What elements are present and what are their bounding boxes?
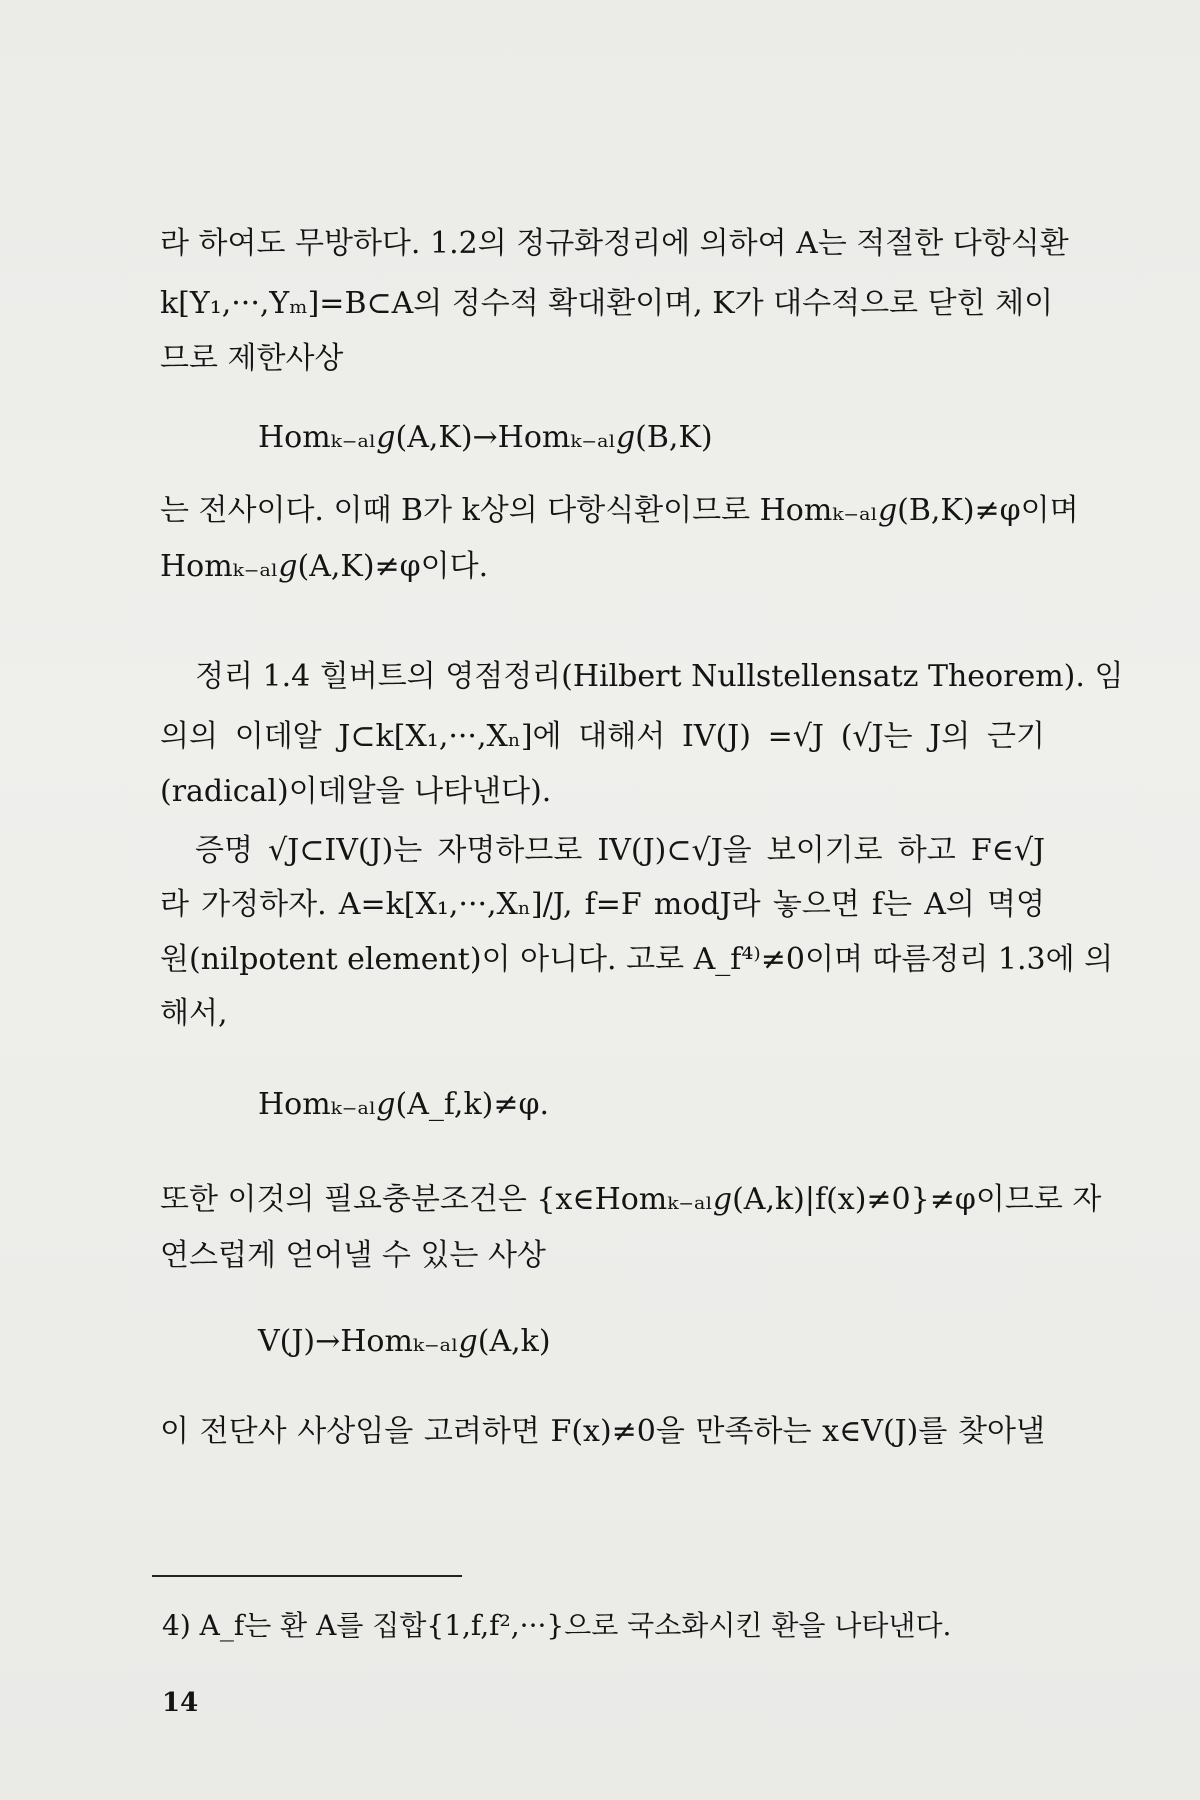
proof-line: 증명 √J⊂IV(J)는 자명하므로 IV(J)⊂√J을 보이기로 하고 F∈√J xyxy=(195,833,1045,868)
theorem-line: 정리 1.4 힐버트의 영점정리(Hilbert Nullstellensatz Theorem). 임 xyxy=(195,659,1124,694)
paragraph-line: 는 전사이다. 이때 B가 k상의 다항식환이므로 Homₖ₋ₐₗ𝑔(B,K)≠φ이며 xyxy=(160,493,1079,528)
paragraph-line: Homₖ₋ₐₗ𝑔(A,K)≠φ이다. xyxy=(160,549,489,584)
display-formula: V(J)→Homₖ₋ₐₗ𝑔(A,k) xyxy=(258,1324,551,1359)
proof-line: 해서, xyxy=(160,996,228,1031)
paragraph-line: 므로 제한사상 xyxy=(160,341,344,376)
paragraph-line: 라 하여도 무방하다. 1.2의 정규화정리에 의하여 A는 적절한 다항식환 xyxy=(160,226,1069,261)
proof-line: 원(nilpotent element)이 아니다. 고로 A_f⁴⁾≠0이며 따름정리 1.3에 의 xyxy=(160,942,1114,977)
proof-line: 라 가정하자. A=k[X₁,···,Xₙ]/J, f=F modJ라 놓으면 f는 A의 멱영 xyxy=(160,887,1045,922)
paragraph-line: k[Y₁,···,Yₘ]=B⊂A의 정수적 확대환이며, K가 대수적으로 닫힌 체이 xyxy=(160,286,1054,321)
page-number: 14 xyxy=(162,1688,199,1718)
paragraph-line: 이 전단사 사상임을 고려하면 F(x)≠0을 만족하는 x∈V(J)를 찾아낼 xyxy=(160,1414,1045,1449)
display-formula: Homₖ₋ₐₗ𝑔(A_f,k)≠φ. xyxy=(258,1087,550,1122)
theorem-line: (radical)이데알을 나타낸다). xyxy=(160,774,552,809)
paragraph-line: 또한 이것의 필요충분조건은 {x∈Homₖ₋ₐₗ𝑔(A,k)|f(x)≠0}≠φ이므로 자 xyxy=(160,1182,1102,1217)
paragraph-line: 연스럽게 얻어낼 수 있는 사상 xyxy=(160,1238,546,1273)
theorem-line: 의의 이데알 J⊂k[X₁,···,Xₙ]에 대해서 IV(J) =√J (√J는 J의 근기 xyxy=(160,719,1045,754)
display-formula: Homₖ₋ₐₗ𝑔(A,K)→Homₖ₋ₐₗ𝑔(B,K) xyxy=(258,420,713,455)
footnote: 4) A_f는 환 A를 집합{1,f,f²,···}으로 국소화시킨 환을 나타낸다. xyxy=(162,1609,952,1642)
footnote-rule xyxy=(152,1575,462,1577)
